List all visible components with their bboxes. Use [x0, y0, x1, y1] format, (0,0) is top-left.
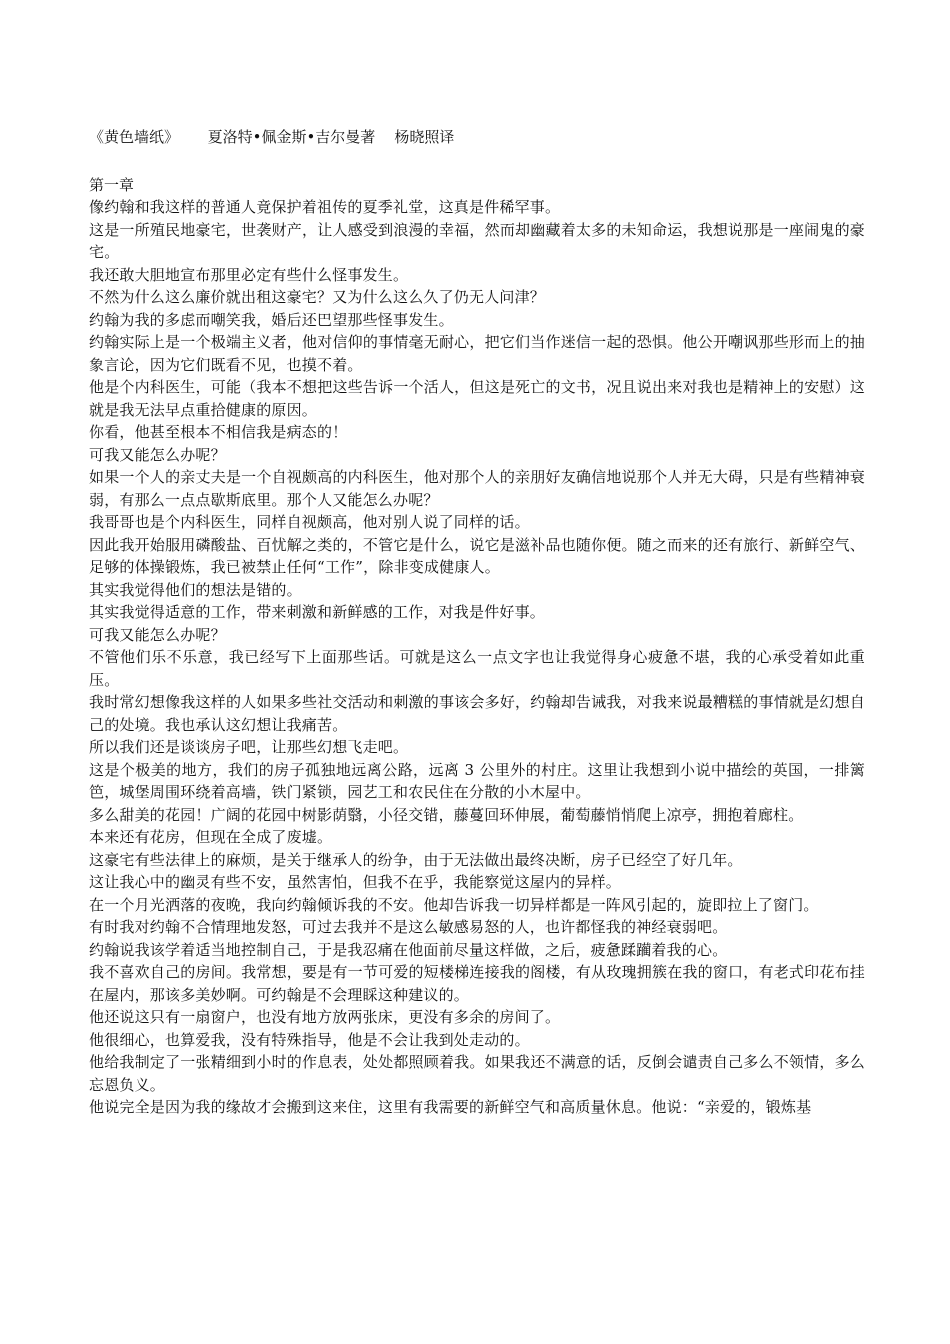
body-paragraph: 可我又能怎么办呢？: [89, 445, 226, 464]
body-paragraph: 这让我心中的幽灵有些不安，虽然害怕，但我不在乎，我能察觉这屋内的异样。: [89, 873, 622, 891]
body-paragraph: 如果一个人的亲丈夫是一个自视颇高的内科医生，他对那个人的亲朋好友确信地说那个人并无大碍，只是有些精神衰弱，有那么一点点歇斯底里。那个人又能怎么办呢？: [89, 468, 865, 509]
body-paragraph: 不然为什么这么廉价就出租这豪宅？又为什么这么久了仍无人问津？: [89, 288, 546, 306]
body-paragraph: 约翰说我该学着适当地控制自己，于是我忍痛在他面前尽量这样做，之后，疲惫蹂躏着我的心。: [89, 940, 728, 959]
body-paragraph: 有时我对约翰不合情理地发怒，可过去我并不是这么敏感易怒的人，也许都怪我的神经衰弱吧。: [89, 918, 728, 936]
body-paragraph: 因此我开始服用磷酸盐、百忧解之类的，不管它是什么，说它是滋补品也随你便。随之而来的还有旅行、新鲜空气、足够的体操锻炼，我已被禁止任何“工作”，除非变成健康人。: [89, 535, 865, 576]
body-paragraph: 我还敢大胆地宣布那里必定有些什么怪事发生。: [89, 265, 409, 284]
body-paragraph: 约翰实际上是一个极端主义者，他对信仰的事情毫无耐心，把它们当作迷信一起的恐惧。他公开嘲讽那些形而上的抽象言论，因为它们既看不见，也摸不着。: [89, 333, 865, 374]
body-paragraph: 他还说这只有一扇窗户，也没有地方放两张床，更没有多余的房间了。: [89, 1008, 561, 1026]
body-paragraph: 可我又能怎么办呢？: [89, 625, 226, 644]
body-paragraph: 他是个内科医生，可能（我本不想把这些告诉一个活人，但这是死亡的文书，况且说出来对我也是精神上的安慰）这就是我无法早点重拾健康的原因。: [89, 378, 865, 419]
body-paragraph: 他给我制定了一张精细到小时的作息表，处处都照顾着我。如果我还不满意的话，反倒会谴责自己多么不领情，多么忘恩负义。: [89, 1053, 865, 1094]
document-title-line: 《黄色墙纸》 夏洛特•佩金斯•吉尔曼著 杨晓照译: [89, 128, 455, 146]
body-paragraph: 其实我觉得适意的工作，带来刺激和新鲜感的工作，对我是件好事。: [89, 603, 546, 621]
chapter-heading: 第一章: [89, 176, 135, 194]
body-paragraph: 在一个月光洒落的夜晚，我向约翰倾诉我的不安。他却告诉我一切异样都是一阵风引起的，旋即拉上了窗门。: [89, 895, 819, 914]
body-paragraph: 我时常幻想像我这样的人如果多些社交活动和刺激的事该会多好，约翰却告诫我，对我来说最糟糕的事情就是幻想自己的处境。我也承认这幻想让我痛苦。: [89, 693, 865, 734]
body-paragraph: 不管他们乐不乐意，我已经写下上面那些话。可就是这么一点文字也让我觉得身心疲惫不堪，我的心承受着如此重压。: [89, 648, 865, 689]
body-paragraph: 这是个极美的地方，我们的房子孤独地远离公路，远离 3 公里外的村庄。这里让我想到小说中描绘的英国，一排篱笆，城堡周围环绕着高墙，铁门紧锁，园艺工和农民住在分散的小木屋中。: [89, 760, 865, 801]
body-paragraph: 你看，他甚至根本不相信我是病态的！: [89, 423, 348, 441]
body-text: [89, 196, 865, 1119]
body-paragraph: 这是一所殖民地豪宅，世袭财产，让人感受到浪漫的幸福，然而却幽藏着太多的未知命运，我想说那是一座闹鬼的豪宅。: [89, 220, 865, 261]
document-page: [89, 126, 865, 1119]
body-paragraph: 这豪宅有些法律上的麻烦，是关于继承人的纷争，由于无法做出最终决断，房子已经空了好几年。: [89, 850, 743, 869]
body-paragraph: 约翰为我的多虑而嘲笑我，婚后还巴望那些怪事发生。: [89, 310, 454, 329]
body-paragraph: 本来还有花房，但现在全成了废墟。: [89, 828, 333, 846]
body-paragraph: 他说完全是因为我的缘故才会搬到这来住，这里有我需要的新鲜空气和高质量休息。他说：“亲爱的，锻炼基: [89, 1098, 812, 1116]
body-paragraph: 其实我觉得他们的想法是错的。: [89, 580, 302, 599]
body-paragraph: 多么甜美的花园！广阔的花园中树影荫翳，小径交错，藤蔓回环伸展，葡萄藤悄悄爬上凉亭，拥抱着廊柱。: [89, 805, 804, 824]
body-paragraph: 所以我们还是谈谈房子吧，让那些幻想飞走吧。: [89, 738, 409, 756]
body-paragraph: 他很细心，也算爱我，没有特殊指导，他是不会让我到处走动的。: [89, 1030, 530, 1049]
body-paragraph: 我不喜欢自己的房间。我常想，要是有一节可爱的短楼梯连接我的阁楼，有从玫瑰拥簇在我的窗口，有老式印花布挂在屋内，那该多美妙啊。可约翰是不会理睬这种建议的。: [89, 963, 865, 1004]
body-paragraph: 我哥哥也是个内科医生，同样自视颇高，他对别人说了同样的话。: [89, 513, 530, 531]
body-paragraph: 像约翰和我这样的普通人竟保护着祖传的夏季礼堂，这真是件稀罕事。: [89, 198, 561, 216]
